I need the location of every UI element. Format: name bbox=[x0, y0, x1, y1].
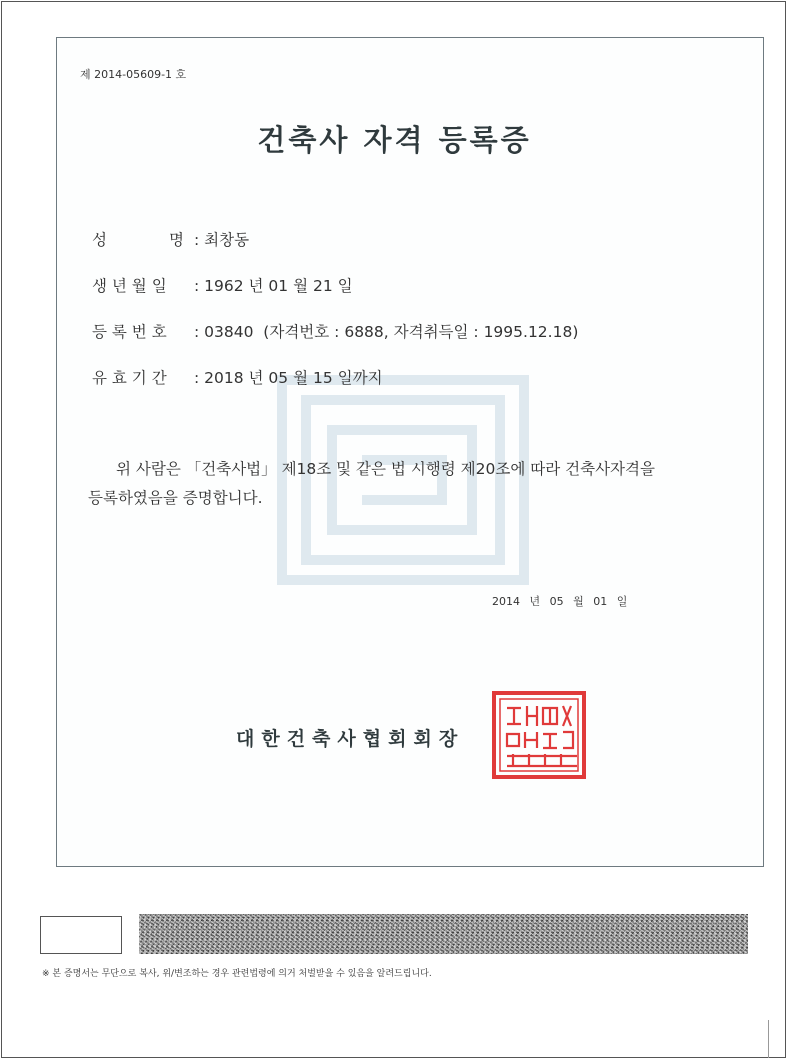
field-label bbox=[92, 228, 194, 250]
field-label: 유 효 기 간 bbox=[92, 369, 167, 387]
label-char: 명 bbox=[169, 231, 184, 249]
document-number: 제 2014-05609-1 호 bbox=[80, 68, 187, 81]
field-name bbox=[92, 228, 249, 252]
field-label: 생 년 월 일 bbox=[92, 277, 167, 295]
field-value: : 03840 (자격번호 : 6888, 자격취득일 : 1995.12.18) bbox=[194, 323, 579, 341]
field-validity-period bbox=[92, 366, 383, 390]
statement-line-1: 위 사람은 「건축사법」 제18조 및 같은 법 시행령 제20조에 따라 건축사자격을 bbox=[116, 460, 655, 478]
security-pattern-bar bbox=[139, 914, 748, 954]
issuer-title: 대한건축사협회회장 bbox=[236, 728, 465, 750]
field-value: : 2018 년 05 월 15 일까지 bbox=[194, 369, 383, 387]
issue-date: 2014 년 05 월 01 일 bbox=[492, 595, 628, 608]
statement-line-2: 등록하였음을 증명합니다. bbox=[88, 489, 263, 507]
field-value: : 1962 년 01 월 21 일 bbox=[194, 277, 353, 295]
label-char: 성 bbox=[92, 231, 107, 249]
footer-warning-note: ※ 본 증명서는 무단으로 복사, 위/변조하는 경우 관련법령에 의거 처벌받을 수 있음을 알려드립니다. bbox=[42, 969, 432, 979]
certification-statement bbox=[88, 455, 748, 513]
official-red-seal-icon bbox=[491, 690, 587, 780]
field-birth-date bbox=[92, 274, 353, 298]
field-registration-number bbox=[92, 320, 578, 344]
field-label: 등 록 번 호 bbox=[92, 323, 167, 341]
barcode-number-box bbox=[40, 916, 122, 954]
document-title: 건축사 자격 등록증 bbox=[257, 123, 532, 157]
scan-edge-mark bbox=[768, 1020, 769, 1058]
field-value: : 최창동 bbox=[194, 231, 250, 249]
